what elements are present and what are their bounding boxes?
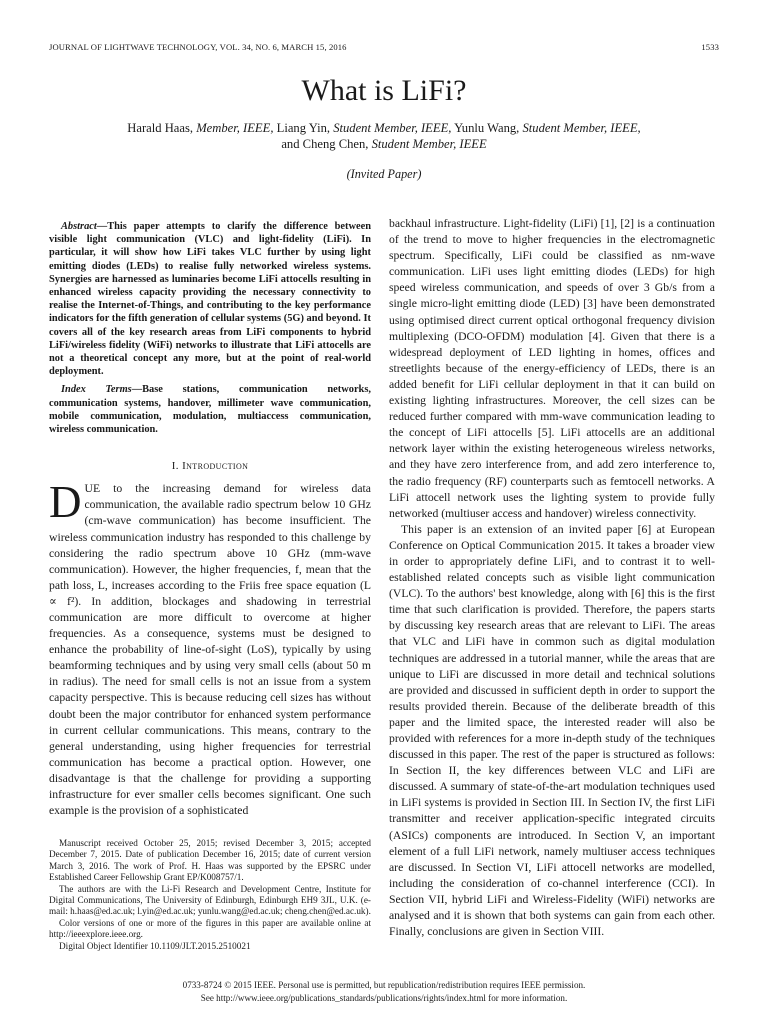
drop-cap: D: [49, 477, 82, 528]
paper-title: What is LiFi?: [301, 74, 467, 107]
index-terms: [49, 383, 371, 436]
affiliation-note: The authors are with the Li-Fi Research and Development Centre, Institute for Digital Communications, The University of Edinburgh, Edinburgh EH9 3JL, U.K. (e-mail: h.haas@ed.ac.uk; l.yin@ed.ac.uk; yunlu.wang@ed.ac.uk; cheng.chen@ed.ac.uk).: [49, 883, 371, 917]
right-column: [389, 216, 715, 940]
author-name: Harald Haas,: [127, 121, 194, 135]
abstract: [49, 220, 371, 378]
author-name: and Cheng Chen,: [281, 137, 369, 151]
index-terms-text: —Base stations, communication networks, communication systems, handover, millimeter wave communication, mobile communication, modulation, multiaccess communication, wireless communication.: [49, 384, 371, 436]
author-membership: Student Member, IEEE: [371, 137, 487, 151]
structure-paragraph: This paper is an extension of an invited paper [6] at European Conference on Optical Communication 2015. It takes a broader view in order to appropriately define LiFi, and to contrast it to well-established related concepts such as visible light communication (VLC). To the authors' best knowledge, along with [6] this is the first time that such clarification is provided. Therefore, the papers starts by discussing key research areas that are relevant to LiFi. The areas that VLC and LiFi have in common such as digital modulation techniques are addressed in a tutorial manner, while the areas that are unique to LiFi are discussed in more detail and technical solutions are provided and discussed in sufficient depth in order to support the results provided therein. Because of the deliberate breadth of this paper and the limited space, the interested reader will also be provided with references for a more in-depth study of the techniques discussed in this paper. The rest of the paper is structured as follows: In Section II, the key differences between VLC and LiFi are discussed. A summary of state-of-the-art modulation techniques used in LiFi systems is provided in Section III. In Section IV, the first LiFi transmitter and receiver application-specific integrated circuits (ASICs) components are introduced. In Section V, an important element of a full LiFi network, namely multiuser access techniques are discussed. In Section VI, LiFi attocell networks are modelled, including the consideration of co-channel interference (CCI). In Section VII, hybrid LiFi and Wireless-Fidelity (WiFi) networks are analysed and it is shown that both systems can gain from each other. Finally, conclusions are given in Section VIII.: [389, 522, 715, 939]
copyright-notice: [0, 979, 768, 1004]
section-title: Introduction: [182, 460, 249, 473]
journal-citation: JOURNAL OF LIGHTWAVE TECHNOLOGY, VOL. 34, NO. 6, MARCH 15, 2016: [49, 42, 347, 52]
intro-paragraph-continued: backhaul infrastructure. Light-fidelity (LiFi) [1], [2] is a continuation of the trend to move to higher frequencies in the electromagnetic spectrum. Specifically, LiFi could be classified as nm-wave communication. LiFi uses light emitting diodes (LEDs) for high speed wireless communication, and speeds of over 3 Gb/s from a single micro-light emitting diode (LED) [3] have been demonstrated using optimised direct current optical orthogonal frequency division multiplexing (DCO-OFDM) modulation [4]. Given that there is a widespread deployment of LED lighting in homes, offices and streetlights because of the energy-efficiency of LEDs, there is an added benefit for LiFi cellular deployment in that it can build on existing lighting infrastructures. Moreover, the cell sizes can be reduced further compared with mm-wave communication leading to the concept of LiFi attocells [5]. LiFi attocells are an additional network layer within the existing heterogeneous wireless networks, and they have zero interference from, and add zero interference to, the radio frequency (RF) counterparts such as femtocell networks. A LiFi attocell network uses the lighting system to provide fully networked (multiuser access and handover) wireless connectivity.: [389, 217, 715, 520]
running-head: [49, 42, 719, 52]
page-number: 1533: [701, 42, 719, 52]
manuscript-note: Manuscript received October 25, 2015; revised December 3, 2015; accepted December 7, 2015. Date of publication December 16, 2015; date of current version March 3, 2016. The work of Prof. H. Haas was supported by the EPSRC under Established Career Fellowship Grant EP/K008757/1.: [49, 838, 371, 883]
section-number: I.: [171, 460, 179, 473]
index-terms-lead: Index Terms: [61, 384, 132, 396]
intro-text: UE to the increasing demand for wireless data communication, the available radio spectrum below 10 GHz (cm-wave communication) has become insufficient. The wireless communication industry has responded to this challenge by considering the radio spectrum above 10 GHz (mm-wave communication). However, the higher frequencies, f, mean that the path loss, L, increases according to the Friis free space equation (L ∝ f²). In addition, blockages and shadowing in terrestrial communication are more difficult to overcome at higher frequencies. As a consequence, systems must be designed to enhance the probability of line-of-sight (LoS), typically by using beamforming techniques and by using very small cells (about 50 m in radius). The need for small cells is not an issue from a system capacity perspective. This is because reducing cell sizes has without doubt been the major contributor for enhanced system performance in current cellular communications. This means, contrary to the general understanding, using higher frequencies for terrestrial communication has become a practical option. However, one disadvantage is that the challenge for providing a supporting infrastructure for ever smaller cells becomes significant. One such example is the provision of a sophisticated: [49, 482, 371, 818]
color-note: Color versions of one or more of the figures in this paper are available online at http://ieeexplore.ieee.org.: [49, 917, 371, 940]
author-name: Yunlu Wang,: [454, 121, 520, 135]
intro-paragraph: [49, 477, 371, 819]
invited-paper-note: (Invited Paper): [346, 167, 422, 181]
author-list: [60, 120, 708, 152]
footnotes: [49, 838, 371, 952]
left-column: [49, 220, 371, 819]
abstract-text: —This paper attempts to clarify the difference between visible light communication (VLC) and light-fidelity (LiFi). In particular, it will show how LiFi takes VLC further by using light emitting diodes (LEDs) to realise fully networked wireless systems. Synergies are harnessed as luminaries become LiFi attocells resulting in enhanced wireless capacity providing the necessary connectivity to realise the Internet-of-Things, and contributing to the key performance indicators for the fifth generation of cellular systems (5G) and beyond. It covers all of the key research areas from LiFi components to hybrid LiFi/wireless fidelity (WiFi) networks to illustrate that LiFi attocells are not a theoretical concept any more, but at the point of real-world deployment.: [49, 221, 371, 378]
copyright-line: 0733-8724 © 2015 IEEE. Personal use is permitted, but republication/redistribution requires IEEE permission.: [182, 980, 586, 990]
doi-note: Digital Object Identifier 10.1109/JLT.2015.2510021: [59, 940, 251, 951]
rights-url-line: See http://www.ieee.org/publications_standards/publications/rights/index.html for more information.: [200, 992, 568, 1003]
author-membership: Student Member, IEEE,: [333, 121, 452, 135]
author-membership: Member, IEEE,: [196, 121, 274, 135]
abstract-lead: Abstract: [61, 221, 97, 232]
author-name: Liang Yin,: [276, 121, 331, 135]
author-membership: Student Member, IEEE,: [522, 121, 641, 135]
section-heading: [49, 460, 371, 472]
